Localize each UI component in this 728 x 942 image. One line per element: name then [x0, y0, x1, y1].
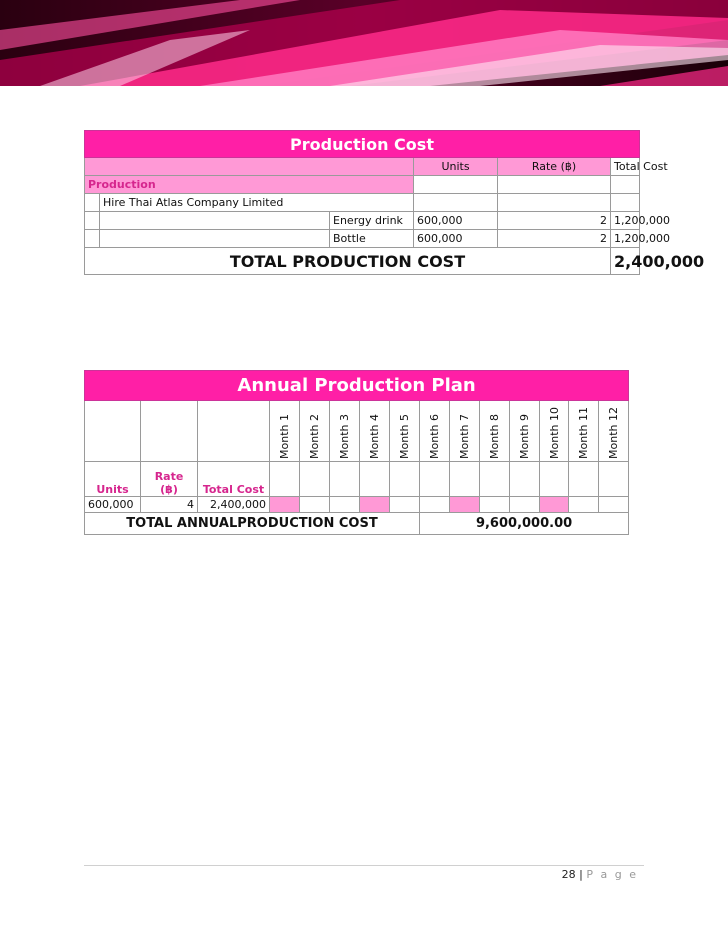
- plan-units-value: 600,000: [85, 497, 141, 513]
- units-header: Units: [414, 158, 498, 176]
- rate-header: [141, 462, 198, 497]
- empty-cell: [510, 462, 540, 497]
- month-cell: [510, 497, 540, 513]
- empty-cell: [540, 462, 569, 497]
- banner-graphic: [0, 0, 728, 86]
- month-header: Month 10: [540, 401, 569, 462]
- indent-cell: [85, 230, 100, 248]
- month-cell: [450, 497, 480, 513]
- item-units: 600,000: [414, 212, 498, 230]
- indent-cell: [85, 212, 100, 230]
- month-cell: [599, 497, 629, 513]
- rate-header-unit: (฿): [160, 483, 178, 496]
- plan-rate-value: 4: [141, 497, 198, 513]
- rate-header-label: Rate: [154, 470, 184, 483]
- item-units: 600,000: [414, 230, 498, 248]
- month-header: Month 4: [360, 401, 390, 462]
- total-production-value: 2,400,000: [611, 248, 640, 275]
- empty-cell: [599, 462, 629, 497]
- header-banner: [0, 0, 728, 86]
- empty-cell: [100, 212, 330, 230]
- month-header: Month 11: [569, 401, 599, 462]
- empty-cell: [141, 401, 198, 462]
- month-cell: [390, 497, 420, 513]
- table-row: [85, 212, 640, 230]
- production-cost-table: [84, 130, 705, 275]
- units-header: Units: [85, 462, 141, 497]
- production-section-label: Production: [85, 176, 414, 194]
- month-cell: [540, 497, 569, 513]
- empty-cell: [85, 401, 141, 462]
- month-cell: [330, 497, 360, 513]
- page-word: P a g e: [586, 868, 638, 881]
- month-header: Month 5: [390, 401, 420, 462]
- empty-cell: [498, 176, 611, 194]
- empty-cell: [100, 230, 330, 248]
- empty-cell: [420, 462, 450, 497]
- empty-cell: [360, 462, 390, 497]
- plan-total-cost-value: 2,400,000: [198, 497, 270, 513]
- month-header: Month 9: [510, 401, 540, 462]
- item-rate: 2: [498, 230, 611, 248]
- empty-cell: [198, 401, 270, 462]
- empty-cell: [498, 194, 611, 212]
- production-cost-title: Production Cost: [85, 131, 640, 158]
- month-header: Month 3: [330, 401, 360, 462]
- empty-cell: [270, 462, 300, 497]
- header-spacer: [85, 158, 414, 176]
- total-production-label: TOTAL PRODUCTION COST: [85, 248, 611, 275]
- empty-cell: [480, 462, 510, 497]
- month-cell: [270, 497, 300, 513]
- page-footer: [562, 868, 638, 881]
- item-name: Bottle: [330, 230, 414, 248]
- empty-cell: [300, 462, 330, 497]
- total-annual-value: 9,600,000.00: [420, 513, 629, 535]
- empty-cell: [414, 176, 498, 194]
- month-header: Month 1: [270, 401, 300, 462]
- item-total: 1,200,000: [611, 230, 640, 248]
- empty-cell: [611, 176, 640, 194]
- month-header: Month 7: [450, 401, 480, 462]
- empty-cell: [611, 194, 640, 212]
- table-row: [85, 230, 640, 248]
- item-name: Energy drink: [330, 212, 414, 230]
- month-cell: [300, 497, 330, 513]
- month-cell: [420, 497, 450, 513]
- empty-cell: [390, 462, 420, 497]
- annual-production-plan-table: [84, 370, 629, 535]
- total-annual-label: TOTAL ANNUALPRODUCTION COST: [85, 513, 420, 535]
- rate-header: Rate (฿): [498, 158, 611, 176]
- footer-divider: [84, 865, 644, 866]
- total-cost-header: Total Cost: [198, 462, 270, 497]
- month-header: Month 2: [300, 401, 330, 462]
- supplier-name: Hire Thai Atlas Company Limited: [100, 194, 414, 212]
- item-total: 1,200,000: [611, 212, 640, 230]
- month-cell: [569, 497, 599, 513]
- empty-cell: [330, 462, 360, 497]
- total-cost-header: Total Cost: [611, 158, 640, 176]
- empty-cell: [414, 194, 498, 212]
- month-header: Month 12: [599, 401, 629, 462]
- item-rate: 2: [498, 212, 611, 230]
- table-row: [85, 497, 629, 513]
- empty-cell: [450, 462, 480, 497]
- annual-plan-title: Annual Production Plan: [85, 371, 629, 401]
- month-header: Month 6: [420, 401, 450, 462]
- month-header: Month 8: [480, 401, 510, 462]
- indent-cell: [85, 194, 100, 212]
- month-cell: [480, 497, 510, 513]
- footer-separator: |: [579, 868, 583, 881]
- month-cell: [360, 497, 390, 513]
- page-number: 28: [561, 868, 576, 881]
- empty-cell: [569, 462, 599, 497]
